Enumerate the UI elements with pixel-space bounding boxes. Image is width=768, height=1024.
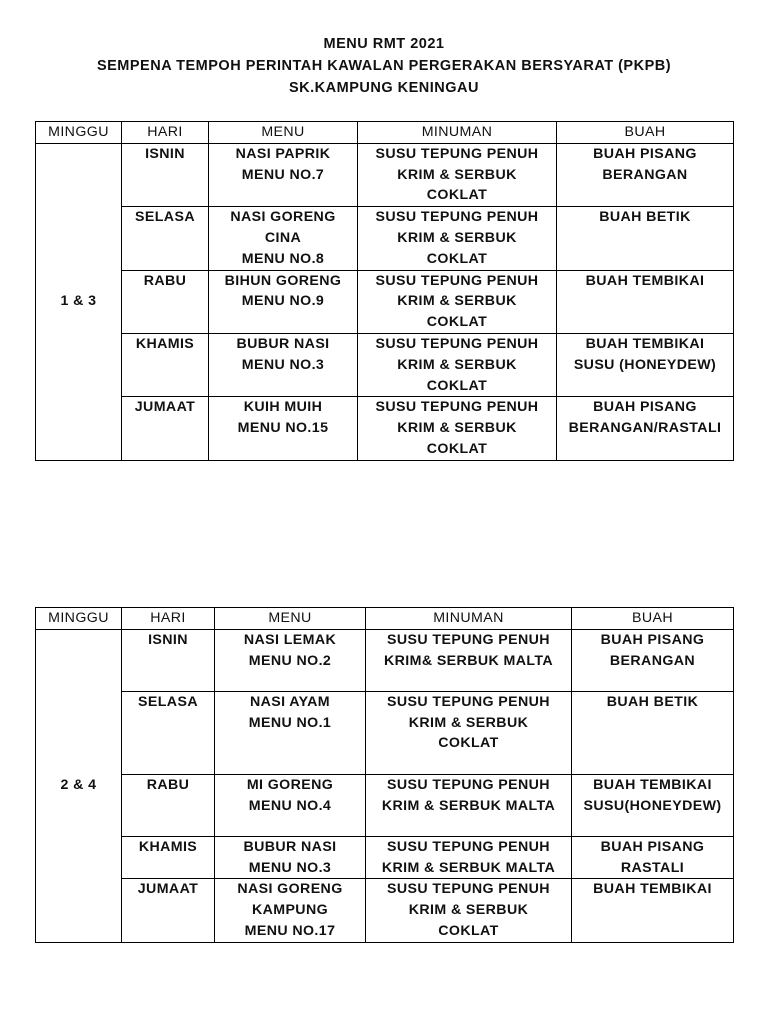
buah-line: BUAH PISANG <box>600 838 705 855</box>
minuman-line: SUSU TEPUNG PENUH <box>375 272 539 289</box>
menu-line: BUBUR NASI <box>236 335 330 352</box>
minuman-cell <box>358 270 557 333</box>
minuman-cell <box>366 879 572 942</box>
buah-cell <box>557 333 734 396</box>
column-header-hari: HARI <box>122 608 215 630</box>
minuman-line: KRIM & SERBUK <box>397 166 517 183</box>
document-subtitle: SEMPENA TEMPOH PERINTAH KAWALAN PERGERAKAN BERSYARAT (PKPB) <box>96 58 672 74</box>
buah-line: SUSU(HONEYDEW) <box>583 797 722 814</box>
buah-cell <box>572 774 734 836</box>
minuman-line: KRIM & SERBUK <box>408 902 529 919</box>
minuman-cell <box>358 333 557 396</box>
column-header-menu: MENU <box>215 608 366 630</box>
buah-line: BUAH TEMBIKAI <box>593 881 712 898</box>
menu-line: MENU NO.3 <box>241 356 325 373</box>
menu-line: NASI GORENG <box>237 881 343 898</box>
buah-cell <box>557 397 734 460</box>
menu-line: NASI PAPRIK <box>235 145 331 162</box>
hari-cell: ISNIN <box>122 629 215 691</box>
hari-cell: RABU <box>122 774 215 836</box>
menu-cell <box>215 629 366 691</box>
minuman-cell <box>358 207 557 270</box>
minuman-line: SUSU TEPUNG PENUH <box>387 776 550 793</box>
column-header-buah: BUAH <box>572 608 734 630</box>
column-header-buah: BUAH <box>557 122 734 144</box>
hari-cell: RABU <box>122 270 209 333</box>
buah-line: BERANGAN <box>602 166 688 183</box>
minuman-line: SUSU TEPUNG PENUH <box>387 693 550 710</box>
document-header <box>0 33 768 99</box>
column-header-hari: HARI <box>122 122 209 144</box>
column-header-minggu: MINGGU <box>36 608 122 630</box>
minuman-cell <box>358 397 557 460</box>
buah-cell <box>572 879 734 942</box>
header-row <box>36 608 734 630</box>
table-row <box>36 397 734 460</box>
hari-cell: JUMAAT <box>122 879 215 942</box>
menu-line: MI GORENG <box>246 776 334 793</box>
menu-cell <box>209 270 358 333</box>
menu-line: CINA <box>264 229 302 246</box>
minuman-line: KRIM & SERBUK <box>397 229 517 246</box>
minuman-line: SUSU TEPUNG PENUH <box>375 145 539 162</box>
minuman-line: SUSU TEPUNG PENUH <box>387 881 550 898</box>
minggu-cell: 2 & 4 <box>36 629 122 942</box>
minuman-line: KRIM & SERBUK MALTA <box>381 859 556 876</box>
hari-cell: JUMAAT <box>122 397 209 460</box>
table-row <box>36 207 734 270</box>
minuman-cell <box>366 836 572 879</box>
column-header-minuman: MINUMAN <box>358 122 557 144</box>
table-row <box>36 270 734 333</box>
buah-cell <box>572 691 734 774</box>
menu-cell <box>215 879 366 942</box>
minuman-line: KRIM & SERBUK MALTA <box>381 797 556 814</box>
menu-line: MENU NO.4 <box>248 797 332 814</box>
minuman-line: KRIM & SERBUK <box>397 420 517 437</box>
menu-cell <box>215 836 366 879</box>
menu-line: KUIH MUIH <box>243 399 323 416</box>
menu-line: NASI AYAM <box>249 693 331 710</box>
minuman-line: SUSU TEPUNG PENUH <box>375 209 539 226</box>
menu-line: MENU NO.8 <box>241 250 325 267</box>
menu-line: NASI LEMAK <box>243 631 337 648</box>
menu-table-week-1-3 <box>35 121 734 461</box>
buah-line: BUAH BETIK <box>606 693 699 710</box>
buah-cell <box>572 836 734 879</box>
minuman-cell <box>358 143 557 206</box>
buah-line: BERANGAN/RASTALI <box>568 420 722 437</box>
minuman-line: SUSU TEPUNG PENUH <box>387 631 550 648</box>
hari-cell: ISNIN <box>122 143 209 206</box>
menu-line: MENU NO.2 <box>248 652 332 669</box>
buah-line: BUAH TEMBIKAI <box>593 776 712 793</box>
buah-line: BUAH BETIK <box>599 209 691 226</box>
minuman-cell <box>366 774 572 836</box>
column-header-minuman: MINUMAN <box>366 608 572 630</box>
menu-cell <box>209 207 358 270</box>
buah-line: SUSU (HONEYDEW) <box>573 356 717 373</box>
table-row <box>36 836 734 879</box>
menu-line: MENU NO.9 <box>241 293 325 310</box>
minuman-cell <box>366 629 572 691</box>
menu-line: MENU NO.15 <box>237 420 329 437</box>
minuman-line: COKLAT <box>426 440 488 457</box>
hari-cell: SELASA <box>122 207 209 270</box>
menu-cell <box>209 143 358 206</box>
minuman-line: SUSU TEPUNG PENUH <box>375 399 539 416</box>
table-row <box>36 774 734 836</box>
minuman-line: COKLAT <box>438 922 499 939</box>
buah-line: BERANGAN <box>609 652 696 669</box>
school-name: SK.KAMPUNG KENINGAU <box>289 80 479 96</box>
buah-cell <box>557 270 734 333</box>
hari-cell: KHAMIS <box>122 836 215 879</box>
buah-cell <box>557 143 734 206</box>
table-row <box>36 143 734 206</box>
minuman-line: KRIM& SERBUK MALTA <box>383 652 554 669</box>
buah-line: BUAH PISANG <box>593 145 697 162</box>
hari-cell: SELASA <box>122 691 215 774</box>
column-header-minggu: MINGGU <box>36 122 122 144</box>
menu-line: MENU NO.7 <box>241 166 325 183</box>
buah-line: BUAH PISANG <box>593 399 697 416</box>
menu-line: MENU NO.1 <box>248 714 332 731</box>
menu-line: NASI GORENG <box>230 209 336 226</box>
buah-line: BUAH PISANG <box>600 631 705 648</box>
menu-line: BUBUR NASI <box>243 838 337 855</box>
buah-line: BUAH TEMBIKAI <box>585 272 705 289</box>
minuman-cell <box>366 691 572 774</box>
minuman-line: KRIM & SERBUK <box>408 714 529 731</box>
menu-cell <box>215 774 366 836</box>
menu-table-week-2-4 <box>35 607 734 943</box>
minuman-line: COKLAT <box>426 250 488 267</box>
menu-cell <box>209 333 358 396</box>
minggu-cell: 1 & 3 <box>36 143 122 460</box>
hari-cell: KHAMIS <box>122 333 209 396</box>
minuman-line: SUSU TEPUNG PENUH <box>375 335 539 352</box>
table-row <box>36 333 734 396</box>
minuman-line: SUSU TEPUNG PENUH <box>387 838 550 855</box>
menu-cell <box>215 691 366 774</box>
table-row <box>36 629 734 691</box>
table-row <box>36 691 734 774</box>
column-header-menu: MENU <box>209 122 358 144</box>
menu-line: KAMPUNG <box>251 902 329 919</box>
buah-line: BUAH TEMBIKAI <box>585 335 705 352</box>
minuman-line: COKLAT <box>426 314 488 331</box>
header-row <box>36 122 734 144</box>
buah-line: RASTALI <box>620 859 685 876</box>
minuman-line: KRIM & SERBUK <box>397 356 517 373</box>
menu-line: MENU NO.3 <box>248 859 332 876</box>
table-row <box>36 879 734 942</box>
minuman-line: COKLAT <box>426 187 488 204</box>
menu-cell <box>209 397 358 460</box>
buah-cell <box>557 207 734 270</box>
minuman-line: COKLAT <box>426 377 488 394</box>
buah-cell <box>572 629 734 691</box>
document-title: MENU RMT 2021 <box>323 36 445 52</box>
minuman-line: COKLAT <box>438 735 499 752</box>
minuman-line: KRIM & SERBUK <box>397 293 517 310</box>
menu-line: MENU NO.17 <box>244 922 336 939</box>
menu-line: BIHUN GORENG <box>224 272 342 289</box>
